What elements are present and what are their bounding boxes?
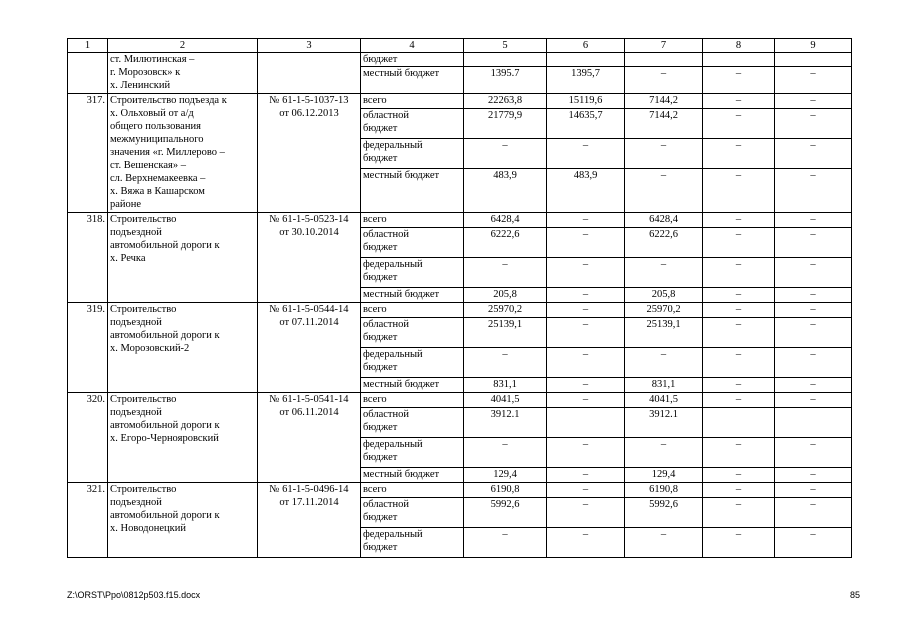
value-cell: 25139,1 <box>464 318 547 348</box>
value-cell: – <box>547 438 625 468</box>
value-cell: 25139,1 <box>625 318 703 348</box>
value-cell: – <box>625 169 703 213</box>
value-cell <box>703 53 775 67</box>
value-cell: 5992,6 <box>625 498 703 528</box>
document-reference: № 61-1-5-0523-14 от 30.10.2014 <box>258 213 361 303</box>
value-cell: – <box>703 169 775 213</box>
value-cell <box>703 408 775 438</box>
object-description: Строительство подъездной автомобильной дороги к х. Морозовский-2 <box>108 303 258 393</box>
value-cell: – <box>703 348 775 378</box>
value-cell: – <box>775 393 852 408</box>
funding-source: областной бюджет <box>361 228 464 258</box>
column-number-4: 4 <box>361 39 464 53</box>
file-path: Z:\ORST\Ppo\0812p503.f15.docx <box>67 590 201 600</box>
value-cell: 4041,5 <box>464 393 547 408</box>
funding-source: всего <box>361 483 464 498</box>
funding-source: федеральный бюджет <box>361 348 464 378</box>
value-cell: 1395.7 <box>464 67 547 94</box>
page-number: 85 <box>849 590 860 600</box>
document-reference: № 61-1-5-1037-13 от 06.12.2013 <box>258 94 361 213</box>
value-cell: 205,8 <box>625 288 703 303</box>
value-cell: 14635,7 <box>547 109 625 139</box>
value-cell: – <box>703 288 775 303</box>
value-cell: – <box>775 378 852 393</box>
value-cell: – <box>703 528 775 558</box>
value-cell: – <box>625 258 703 288</box>
value-cell: – <box>547 213 625 228</box>
value-cell: 831,1 <box>625 378 703 393</box>
value-cell: – <box>464 438 547 468</box>
table-row <box>68 393 852 408</box>
value-cell: 25970,2 <box>464 303 547 318</box>
table-row <box>68 213 852 228</box>
item-number: 317. <box>68 94 108 213</box>
value-cell <box>547 408 625 438</box>
value-cell: – <box>625 348 703 378</box>
funding-source: областной бюджет <box>361 318 464 348</box>
funding-source: местный бюджет <box>361 288 464 303</box>
value-cell <box>775 53 852 67</box>
document-reference <box>258 53 361 94</box>
table-row <box>68 94 852 109</box>
value-cell: – <box>703 303 775 318</box>
value-cell: – <box>775 303 852 318</box>
funding-source: местный бюджет <box>361 169 464 213</box>
value-cell: – <box>775 139 852 169</box>
column-number-7: 7 <box>625 39 703 53</box>
value-cell: – <box>775 528 852 558</box>
value-cell: – <box>625 67 703 94</box>
value-cell: – <box>775 498 852 528</box>
value-cell: – <box>703 318 775 348</box>
value-cell: 129,4 <box>464 468 547 483</box>
table-row <box>68 303 852 318</box>
value-cell: 7144,2 <box>625 109 703 139</box>
funding-source: местный бюджет <box>361 67 464 94</box>
value-cell: – <box>464 139 547 169</box>
value-cell: 483,9 <box>464 169 547 213</box>
object-description: Строительство подъездной автомобильной дороги к х. Новодонецкий <box>108 483 258 558</box>
value-cell: – <box>547 318 625 348</box>
value-cell: – <box>703 258 775 288</box>
value-cell: 7144,2 <box>625 94 703 109</box>
value-cell: – <box>775 67 852 94</box>
column-number-2: 2 <box>108 39 258 53</box>
value-cell: 6222,6 <box>625 228 703 258</box>
object-description: ст. Милютинская – г. Морозовск» к х. Ленинский <box>108 53 258 94</box>
value-cell: – <box>625 139 703 169</box>
object-description: Строительство подъезда к х. Ольховый от а/д общего пользования межмуниципального значения «г. Миллерово – ст. Вешенская» – сл. Верхнемакеевка – х. Вяжа в Кашарском районе <box>108 94 258 213</box>
item-number: 318. <box>68 213 108 303</box>
value-cell: 4041,5 <box>625 393 703 408</box>
value-cell: – <box>775 258 852 288</box>
table-row <box>68 483 852 498</box>
value-cell: 22263,8 <box>464 94 547 109</box>
value-cell: – <box>775 213 852 228</box>
funding-source: бюджет <box>361 53 464 67</box>
column-number-1: 1 <box>68 39 108 53</box>
funding-source: федеральный бюджет <box>361 258 464 288</box>
value-cell: 831,1 <box>464 378 547 393</box>
funding-source: федеральный бюджет <box>361 438 464 468</box>
value-cell <box>547 53 625 67</box>
value-cell: – <box>703 438 775 468</box>
value-cell: 1395,7 <box>547 67 625 94</box>
value-cell: – <box>547 393 625 408</box>
value-cell: – <box>625 528 703 558</box>
funding-source: областной бюджет <box>361 498 464 528</box>
value-cell: 129,4 <box>625 468 703 483</box>
value-cell: – <box>775 228 852 258</box>
value-cell: – <box>547 258 625 288</box>
value-cell: 6190,8 <box>625 483 703 498</box>
value-cell: 6190,8 <box>464 483 547 498</box>
value-cell: 5992,6 <box>464 498 547 528</box>
value-cell: – <box>703 468 775 483</box>
column-number-8: 8 <box>703 39 775 53</box>
value-cell: 6428,4 <box>625 213 703 228</box>
funding-source: федеральный бюджет <box>361 139 464 169</box>
item-number: 320. <box>68 393 108 483</box>
value-cell: – <box>775 94 852 109</box>
funding-source: всего <box>361 213 464 228</box>
column-number-6: 6 <box>547 39 625 53</box>
value-cell: – <box>547 288 625 303</box>
value-cell: – <box>547 348 625 378</box>
value-cell: – <box>547 528 625 558</box>
value-cell: – <box>703 498 775 528</box>
value-cell: – <box>547 139 625 169</box>
value-cell: – <box>547 498 625 528</box>
document-reference: № 61-1-5-0496-14 от 17.11.2014 <box>258 483 361 558</box>
value-cell <box>464 53 547 67</box>
value-cell: – <box>775 169 852 213</box>
value-cell: – <box>775 348 852 378</box>
value-cell: – <box>703 393 775 408</box>
value-cell: – <box>775 109 852 139</box>
value-cell: – <box>464 258 547 288</box>
value-cell: – <box>547 228 625 258</box>
value-cell: – <box>464 528 547 558</box>
value-cell: – <box>775 483 852 498</box>
budget-table <box>67 38 852 558</box>
column-number-9: 9 <box>775 39 852 53</box>
value-cell: – <box>703 67 775 94</box>
value-cell: – <box>703 378 775 393</box>
value-cell: – <box>775 438 852 468</box>
value-cell: 6428,4 <box>464 213 547 228</box>
value-cell: – <box>547 483 625 498</box>
value-cell: 15119,6 <box>547 94 625 109</box>
column-number-3: 3 <box>258 39 361 53</box>
table-row <box>68 53 852 67</box>
value-cell: – <box>703 483 775 498</box>
value-cell: – <box>775 468 852 483</box>
value-cell: 6222,6 <box>464 228 547 258</box>
table-header-row <box>68 39 852 53</box>
funding-source: областной бюджет <box>361 109 464 139</box>
value-cell: 205,8 <box>464 288 547 303</box>
value-cell: 483,9 <box>547 169 625 213</box>
value-cell <box>775 408 852 438</box>
value-cell: 3912.1 <box>464 408 547 438</box>
value-cell: – <box>547 303 625 318</box>
value-cell: – <box>625 438 703 468</box>
value-cell: – <box>775 288 852 303</box>
item-number: 321. <box>68 483 108 558</box>
value-cell: – <box>464 348 547 378</box>
value-cell: – <box>775 318 852 348</box>
funding-source: областной бюджет <box>361 408 464 438</box>
funding-source: всего <box>361 303 464 318</box>
item-number <box>68 53 108 94</box>
value-cell: – <box>703 139 775 169</box>
value-cell: – <box>703 94 775 109</box>
item-number: 319. <box>68 303 108 393</box>
value-cell: – <box>547 468 625 483</box>
value-cell: – <box>703 228 775 258</box>
funding-source: всего <box>361 94 464 109</box>
document-reference: № 61-1-5-0541-14 от 06.11.2014 <box>258 393 361 483</box>
funding-source: всего <box>361 393 464 408</box>
value-cell <box>625 53 703 67</box>
value-cell: 21779,9 <box>464 109 547 139</box>
object-description: Строительство подъездной автомобильной дороги к х. Егоро-Чернояровский <box>108 393 258 483</box>
column-number-5: 5 <box>464 39 547 53</box>
funding-source: федеральный бюджет <box>361 528 464 558</box>
object-description: Строительство подъездной автомобильной дороги к х. Речка <box>108 213 258 303</box>
value-cell: – <box>547 378 625 393</box>
funding-source: местный бюджет <box>361 468 464 483</box>
document-reference: № 61-1-5-0544-14 от 07.11.2014 <box>258 303 361 393</box>
funding-source: местный бюджет <box>361 378 464 393</box>
value-cell: 3912.1 <box>625 408 703 438</box>
value-cell: – <box>703 109 775 139</box>
value-cell: – <box>703 213 775 228</box>
value-cell: 25970,2 <box>625 303 703 318</box>
